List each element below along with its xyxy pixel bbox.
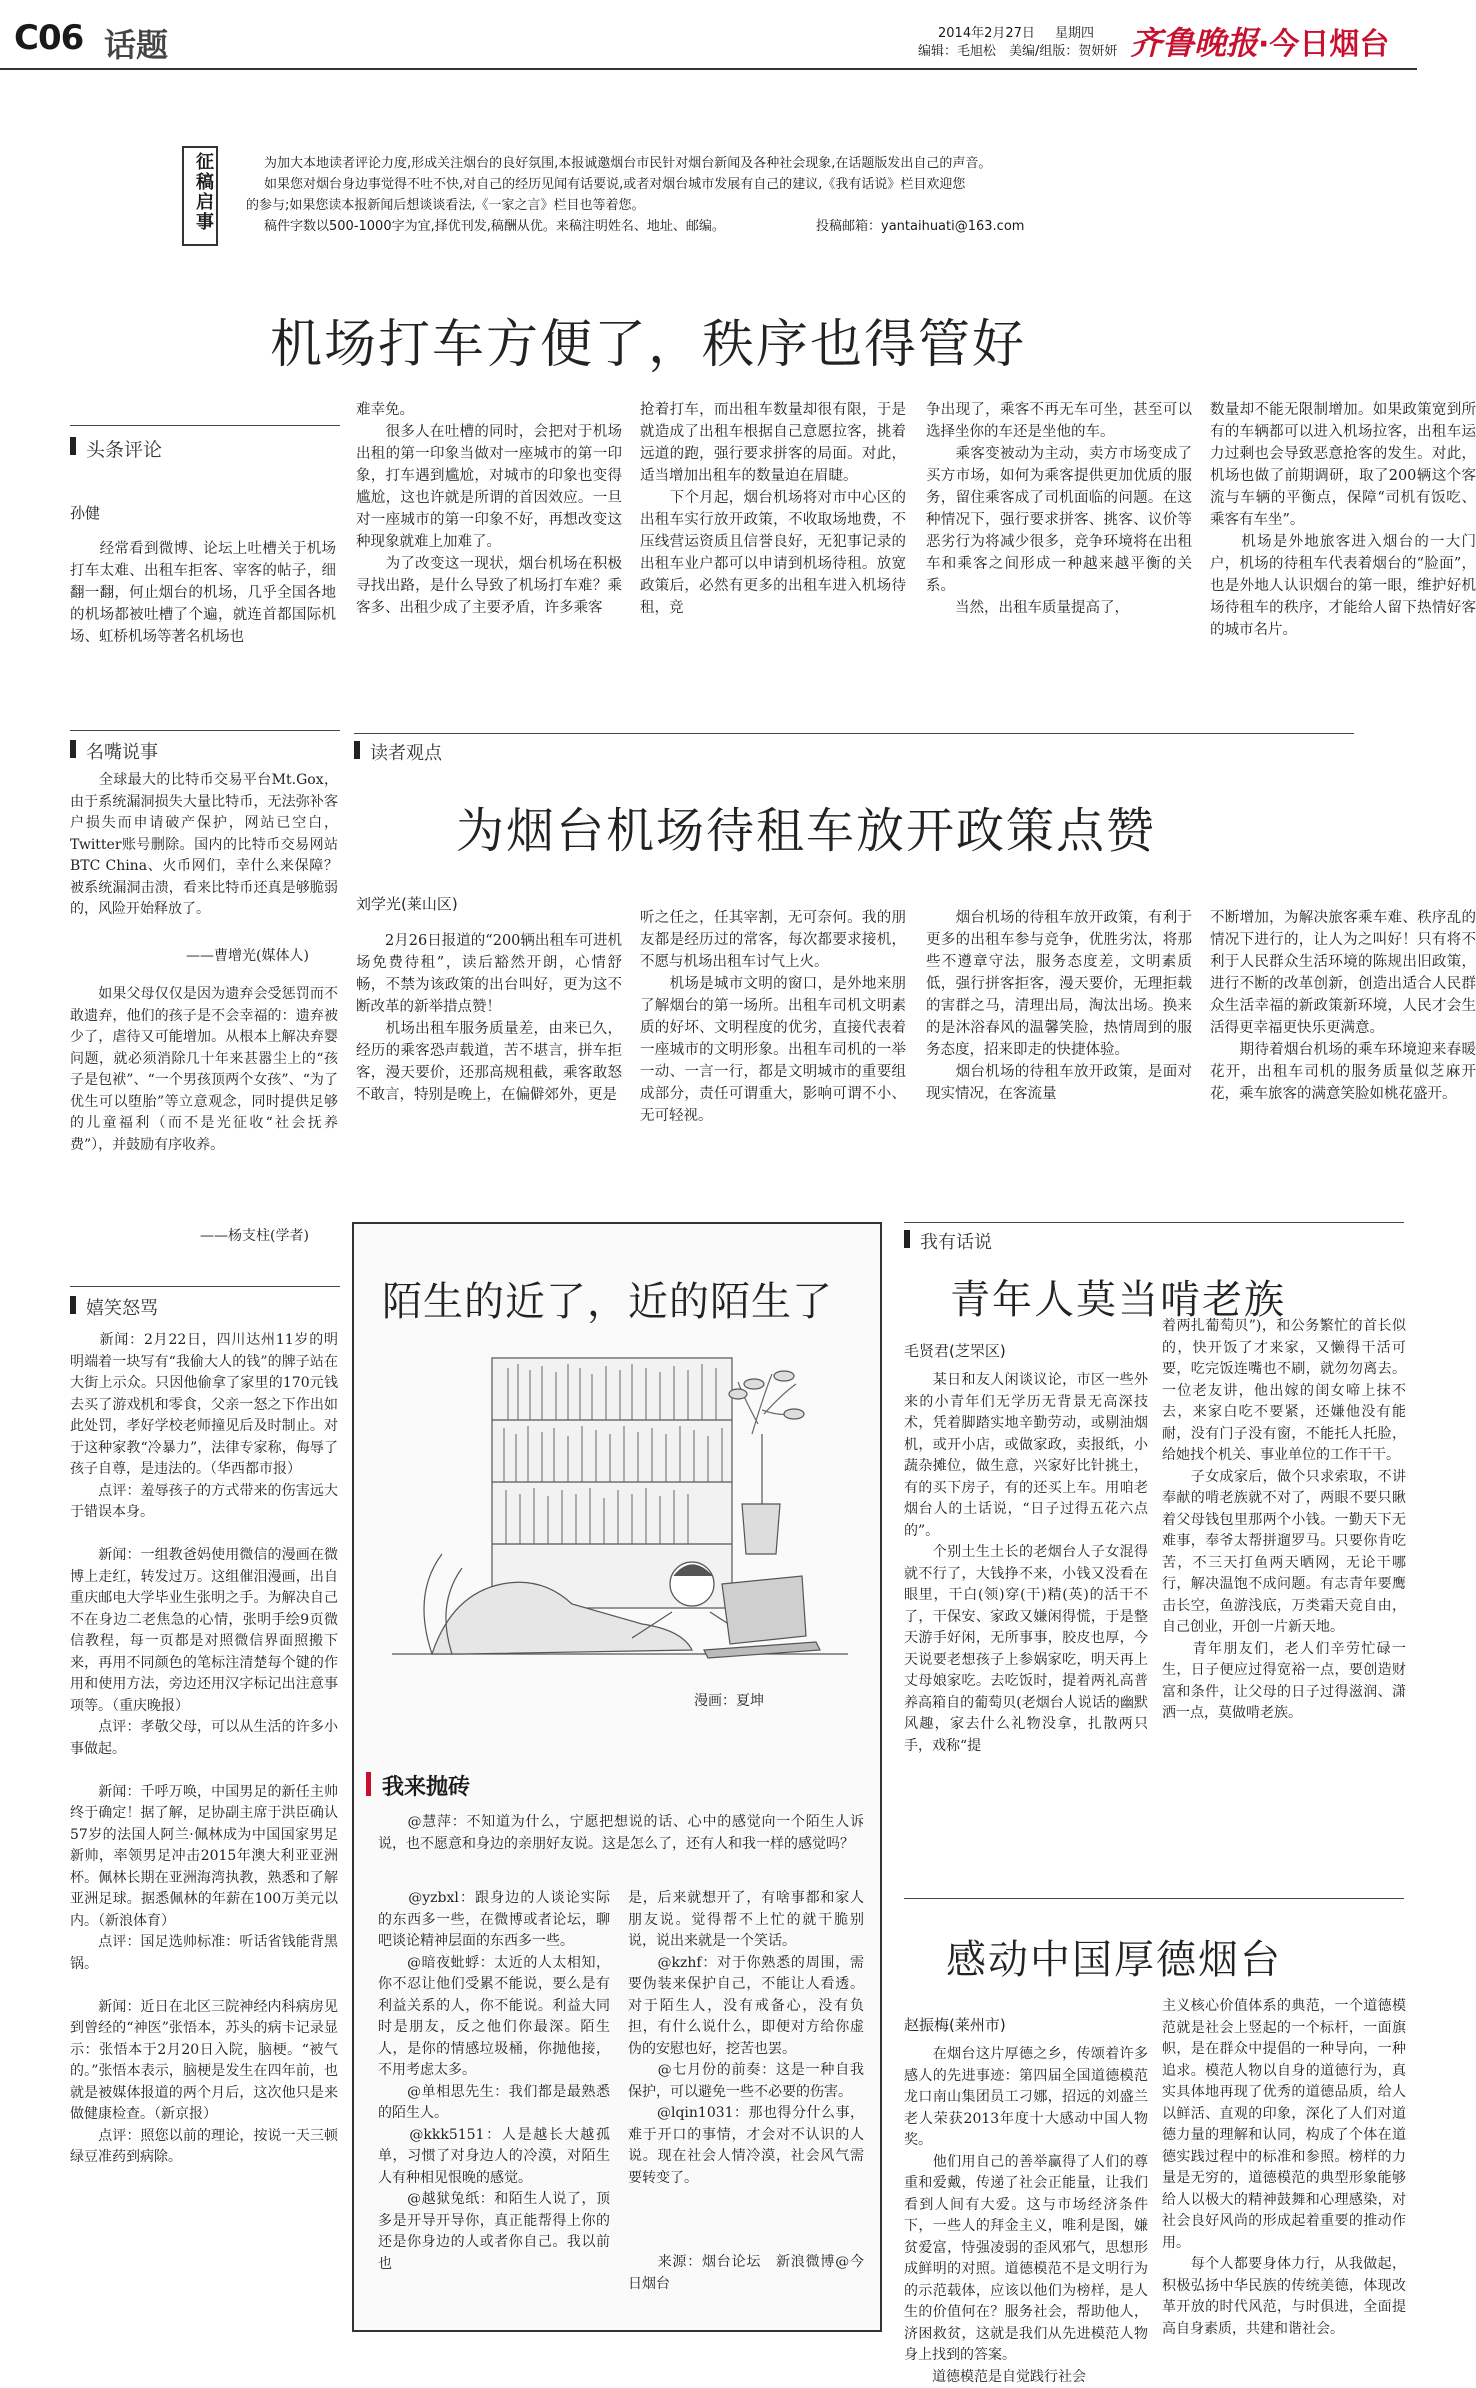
- youth-headline: 青年人莫当啃老族: [950, 1277, 1286, 1323]
- reader-column-4: 不断增加，为解决旅客乘车难、秩序乱的情况下进行的，让人为之叫好！只有将不利于人民群众生活环境的陈规出旧政策，进行不断的改革创新，创造出适合人民群众生活幸福的新政策新环境，人民才会生活得更幸福更快乐更满意。 期待着烟台机场的乘车环境迎来春暖花开，出租车司机的服务质量似芝麻开花，乘车旅客的满意笑脸如桃花盛开。: [1210, 910, 1476, 1102]
- reader-column-1: 2月26日报道的“200辆出租车可进机场免费待租”，读后豁然开朗，心情舒畅，不禁为该政策的出台叫好，更为这不断改革的新举措点赞！ 机场出租车服务质量差，由来已久，经历的乘客恐声载道，苦不堪言，拼车拒客，漫天要价，还那高规租截，乘客敢怒不敢言，特别是晚上，在偏僻郊外，更是: [356, 933, 622, 1103]
- xixiao-body: 新闻：2月22日，四川达州11岁的明明端着一块写有“我偷大人的钱”的牌子站在大街上示众。只因他偷拿了家里的170元钱去买了游戏机和零食，父亲一怒之下作出如此处罚，孝好学校老师撞见后及时制止。对于这种家教“冷暴力”，法律专家称，侮辱了孩子自尊，是违法的。（华西都市报） 点评：羞辱孩子的方式带来的伤害远大于错误本身。 新闻：一组教爸妈使用微信的漫画在微博上走红，转发过万。这组催泪漫画，出自重庆邮电大学毕业生张明之手。为解决自己不在身边二老焦急的心情，张明手绘9页微信教程，每一页都是对照微信界面照搬下来，再用不同颜色的笔标注清楚每个键的作用和使用方法，旁边还用汉字标记出注意事项等。（重庆晚报） 点评：孝敬父母，可以从生活的许多小事做起。 新闻：千呼万唤，中国男足的新任主帅终于确定！据了解，足协副主席于洪臣确认57岁的法国人阿兰·佩林成为中国国家男足新帅，率领男足冲击2015年澳大利亚亚洲杯。佩林长期在亚洲海湾执教，熟悉和了解亚洲足球。据悉佩林的年薪在100万美元以内。（新浪体育） 点评：国足选帅标准：听话省钱能背黑锅。 新闻：近日在北区三院神经内科病房见到曾经的“神医”张悟本，苏头的病卡记录显示：张悟本于2月20日入院，脑梗。“被气的。”张悟本表示，脑梗是发生在四年前，也就是被媒体报道的两个月后，这次他只是来做健康检查。（新京报） 点评：照您以前的理论，按说一天三顿绿豆准药到病除。: [70, 1332, 338, 2165]
- reader-view-label: 读者观点: [370, 743, 442, 764]
- section-name: 话题: [104, 26, 169, 64]
- mingzui-label: 名嘴说事: [86, 742, 158, 763]
- brand-edition: ·今日烟台: [1258, 27, 1390, 62]
- reader-column-2: 听之任之，任其宰割，无可奈何。我的朋友都是经历过的常客，每次都要求接机，不愿与机场出租车讨气上火。 机场是城市文明的窗口，是外地来朋了解烟台的第一场所。出租车司机文明素质的好坏、文明程度的优劣，直接代表着一座城市的文明形象。出租车司机的一举一动、一言一行，都是文明城市的重要组成部分，责任可谓重大，影响可谓不小、无可轻视。: [640, 910, 906, 1124]
- stranger-box: [352, 1222, 882, 2332]
- page-number: C06: [14, 18, 84, 58]
- notice-line-3: 的参与;如果您读本报新闻后想谈谈看法,《一家之言》栏目也等着您。: [246, 198, 645, 213]
- stranger-subtitle: 我来抛砖: [382, 1775, 471, 1800]
- notice-email: 投稿邮箱：yantaihuati@163.com: [816, 219, 1025, 234]
- illustration-person-with-laptop: [392, 1354, 848, 1704]
- mingzui-body-1: 全球最大的比特币交易平台Mt.Gox，由于系统漏洞损失大量比特币，无法弥补客户损失而申请破产保护，网站已空白，Twitter账号删除。国内的比特币交易网站BTC China、火币网们，幸什么来保障？被系统漏洞击溃，看来比特币还真是够脆弱的，风险开始释放了。: [70, 772, 338, 917]
- moral-column-2: 主义核心价值体系的典范，一个道德模范就是社会上竖起的一个标杆，一面旗帜，是在群众中提倡的一种导向，一种追求。模范人物以自身的道德行为，真实具体地再现了优秀的道德品质，给人以鲜活、直观的印象，深化了人们对道德力量的理解和认同，构成了个体在道德实践过程中的标准和参照。榜样的力量是无穷的，道德模范的典型形象能够给人以极大的精神鼓舞和心理感染，对社会良好风尚的形成起着重要的推动作用。 每个人都要身体力行，从我做起，积极弘扬中华民族的传统美德，体现改革开放的时代风范，与时俱进，全面提高自身素质，共建和谐社会。: [1162, 1998, 1406, 2337]
- main-column-5: 数量却不能无限制增加。如果政策宽到所有的车辆都可以进入机场拉客，出租车运力过剩也会导致恶意抢客的发生。对此，机场也做了前期调研，取了200辆这个客流与车辆的平衡点，保障“司机有饭吃、乘客有车坐”。 机场是外地旅客进入烟台的一大门户，机场的待租车代表着烟台的“脸面”，也是外地人认识烟台的第一眼，维护好机场待租车的秩序，才能给人留下热情好客的城市名片。: [1210, 402, 1476, 638]
- column-label: 头条评论: [86, 439, 163, 461]
- mingzui-sign-1: ——曹增光(媒体人): [186, 948, 309, 964]
- main-column-1: 经常看到微博、论坛上吐槽关于机场打车太难、出租车拒客、宰客的帖子，细翻一翻，何止烟台的机场，几乎全国各地的机场都被吐槽了个遍，就连首都国际机场、虹桥机场等著名机场也: [70, 541, 336, 645]
- main-author: 孙健: [70, 504, 101, 522]
- issue-weekday: 星期四: [1055, 26, 1095, 41]
- youth-column-2: 着两扎葡萄贝”)，和公务繁忙的首长似的，快开饭了才来家，又懒得干活可要，吃完饭连嘴也不刷，就勿勿离去。一位老友讲，他出嫁的闺女啼上抹不去，来家白吃不要紧，还嫌他没有能耐，没有门子没有窗，不能托人托脸，给她找个机关、事业单位的工作干干。 子女成家后，做个只求索取，不讲奉献的啃老族就不对了，两眼不要只瞅着父母钱包里那两个小钱。一勤天下无难事，奉爷太帮拼遛罗马。只要你肯吃苦，不三天打鱼两天晒网，无论干哪行，解决温饱不成问题。有志青年要鹰击长空，鱼游浅底，万类霜天竞自由，自己创业，开创一片新天地。 青年朋友们，老人们辛劳忙碌一生，日子便应过得宽裕一点，要创造财富和条件，让父母的日子过得滋润、潇洒一点，莫做啃老族。: [1162, 1318, 1406, 1721]
- stranger-subtitle-tag: [356, 1764, 882, 1804]
- youth-tag: [904, 1222, 1404, 1254]
- youth-column-1: 某日和友人闲谈议论，市区一些外来的小青年们无学历无背景无高深技术，凭着脚踏实地辛勤劳动，或剔油烟机，或开小店，或做家政，卖报纸，小蔬杂摊位，做生意，兴家好比针挑土，有的买下房子，有的还买上车。用咱老烟台人的土话说，“日子过得五花六点的”。 个别土生土长的老烟台人子女混得就不行了，大钱挣不来，小钱又没看在眼里，干白(领)穿(干)精(英)的活干不了，干保安、家政又嫌闲得慌，于是整天游手好闲，无所事事，胶皮也厚，今天说要老想孩子上参娲家吃，明天再上丈母娘家吃。去吃饭时，提着两礼高普养高箱自的葡萄贝(老烟台人说话的幽默风趣，家去什么礼物没拿，扎散两只手，戏称“提: [904, 1372, 1148, 1754]
- newspaper-logo: [1130, 18, 1389, 64]
- main-column-2: 难幸免。 很多人在吐槽的同时，会把对于机场出租的第一印象当做对一座城市的第一印象，打车遇到尴尬，对城市的印象也变得尴尬，这也许就是所谓的首因效应。一旦对一座城市的第一印象不好，再想改变这种现象就难上加难了。 为了改变这一现状，烟台机场在积极寻找出路，是什么导致了机场打车难？乘客多、出租少成了主要矛盾，许多乘客: [356, 402, 622, 616]
- youth-author: 毛贤君(芝罘区): [904, 1342, 1006, 1360]
- stranger-column-1: @yzbxl：跟身边的人谈论实际的东西多一些，在微博或者论坛，聊吧谈论精神层面的东西多一些。 @暗夜蚍蜉：太近的人太相知，你不忍让他们受累不能说，要么是有利益关系的人，你不能说。利益大同时是朋友，反之他们你最深。陌生人，是你的情感垃圾桶，你抛他接，不用考虑太多。 @单相思先生：我们都是最熟悉的陌生人。 @kkk5151：人是越长大越孤单，习惯了对身边人的冷漠，对陌生人有种相见恨晚的感觉。 @越狱兔纸：和陌生人说了，顶多是开导开导你，真正能帮得上你的还是你身边的人或者你自己。我以前也: [378, 1890, 610, 2272]
- notice-line-1: 为加大本地读者评论力度,形成关注烟台的良好氛围,本报诚邀烟台市民针对烟台新闻及各种社会现象,在话题版发出自己的声音。: [264, 156, 992, 171]
- notice-line-4: 稿件字数以500-1000字为宜,择优刊发,稿酬从优。来稿注明姓名、地址、邮编。: [264, 219, 725, 234]
- moral-rule: [904, 1898, 1404, 1899]
- mingzui-body-2: 如果父母仅仅是因为遗弃会受惩罚而不敢遗弃，他们的孩子是不会幸福的：遗弃被少了，虐待又可能增加。从根本上解决弃婴问题，就必须消除几十年来甚嚣尘上的“孩子是包袱”、“一个男孩顶两个女孩”、“为了优生可以堕胎”等立意观念，同时提供足够的儿童福利（而不是光征收“社会抚养费”），并鼓励有序收养。: [70, 986, 338, 1153]
- notice-line-2: 如果您对烟台身边事觉得不吐不快,对自己的经历见闻有话要说,或者对烟台城市发展有自己的建议,《我有话说》栏目欢迎您: [264, 177, 966, 192]
- page-header: [0, 0, 1417, 70]
- main-column-4: 争出现了，乘客不再无车可坐，甚至可以选择坐你的车还是坐他的车。 乘客变被动为主动，卖方市场变成了买方市场，如何为乘客提供更加优质的服务，留住乘客成了司机面临的问题。在这种情况下，强行要求拼客、挑客、议价等恶劣行为将减少很多，竞争环境将在出租车和乘客之间形成一种越来越平衡的关系。 当然，出租车质量提高了，: [926, 402, 1192, 616]
- issue-date: 2014年2月27日: [938, 26, 1035, 41]
- youth-label: 我有话说: [920, 1232, 992, 1253]
- main-headline: 机场打车方便了，秩序也得管好: [270, 315, 1027, 375]
- stranger-title: 陌生的近了，近的陌生了: [382, 1279, 833, 1325]
- xixiao-tag: [70, 1286, 340, 1318]
- brand-name: 齐鲁晚报: [1130, 24, 1259, 62]
- notice-label-box: [182, 146, 218, 246]
- main-column-3: 抢着打车，而出租车数量却很有限，于是就造成了出租车根据自己意愿拉客，挑着远道的跑，强行要求拼客的局面。对此，适当增加出租车的数量迫在眉睫。 下个月起，烟台机场将对市中心区的出租车实行放开政策，不收取场地费，不压线营运资质且信誉良好，无犯事记录的出租车业户都可以申请到机场待租。放宽政策后，必然有更多的出租车进入机场待租，竞: [640, 402, 906, 616]
- reader-view-author: 刘学光(莱山区): [356, 895, 458, 913]
- stranger-intro: @慧萍：不知道为什么，宁愿把想说的话、心中的感觉向一个陌生人诉说，也不愿意和身边的亲朋好友说。这是怎么了，还有人和我一样的感觉吗？: [378, 1814, 864, 1852]
- xixiao-label: 嬉笑怒骂: [86, 1298, 158, 1319]
- moral-column-1: 在烟台这片厚德之乡，传颂着许多感人的先进事迹：第四届全国道德模范龙口南山集团员工刁娜，招远的刘盛兰老人荣获2013年度十大感动中国人物奖。 他们用自己的善举赢得了人们的尊重和爱戴，传递了社会正能量，让我们看到人间有大爱。这与市场经济条件下，一些人的拜金主义，唯利是图，嫌贫爱富，恃强凌弱的歪风邪气，思想形成鲜明的对照。道德模范不是文明行为的示范载体，应该以他们为榜样，是人生的价值何在？服务社会，帮助他人，济困救贫，这就是我们从先进模范人物身上找到的答案。 道德模范是自觉践行社会: [904, 2046, 1148, 2385]
- call-for-papers: [182, 146, 1232, 248]
- header-rule: [0, 68, 1417, 70]
- illustration-credit: 漫画：夏坤: [694, 1693, 764, 1709]
- headline-column-tag: [70, 425, 340, 465]
- mingzui-sign-2: ——杨支柱(学者): [200, 1228, 309, 1244]
- reader-view-tag: [354, 733, 1354, 765]
- mingzui-tag: [70, 730, 340, 762]
- notice-label: 征稿启事: [193, 152, 214, 232]
- moral-author: 赵振梅(莱州市): [904, 2016, 1006, 2034]
- editor-credits: 编辑：毛旭松 美编/组版：贺妍妍: [918, 44, 1118, 59]
- reader-view-headline: 为烟台机场待租车放开政策点赞: [456, 803, 1157, 859]
- reader-column-3: 烟台机场的待租车放开政策，有利于更多的出租车参与竞争，优胜劣汰，将那些不遵章守法，服务态度差，文明素质低，强行拼客拒客，漫天要价，无理拒载的害群之马，清理出局，淘汰出场。换来的是沐浴春风的温馨笑脸，热情周到的服务态度，招来即走的快捷体验。 烟台机场的待租车放开政策，是面对现实情况，在客流量: [926, 910, 1192, 1102]
- stranger-column-2: 是，后来就想开了，有啥事都和家人朋友说。觉得帮不上忙的就干脆别说，说出来就是一个笑话。 @kzhf：对于你熟悉的周围，需要伪装来保护自己，不能让人看透。对于陌生人，没有戒备心，没有负担，有什么说什么，即便对方给你虚伪的安慰也好，挖苦也罢。 @七月份的前奏：这是一种自我保护，可以避免一些不必要的伤害。 @lqin1031：那也得分什么事，难于开口的事情，才会对不认识的人说。现在社会人情冷漠，社会风气需要转变了。: [628, 1890, 864, 2186]
- stranger-source: 来源：烟台论坛 新浪微博@今日烟台: [628, 2254, 864, 2292]
- moral-headline: 感动中国厚德烟台: [946, 1937, 1282, 1983]
